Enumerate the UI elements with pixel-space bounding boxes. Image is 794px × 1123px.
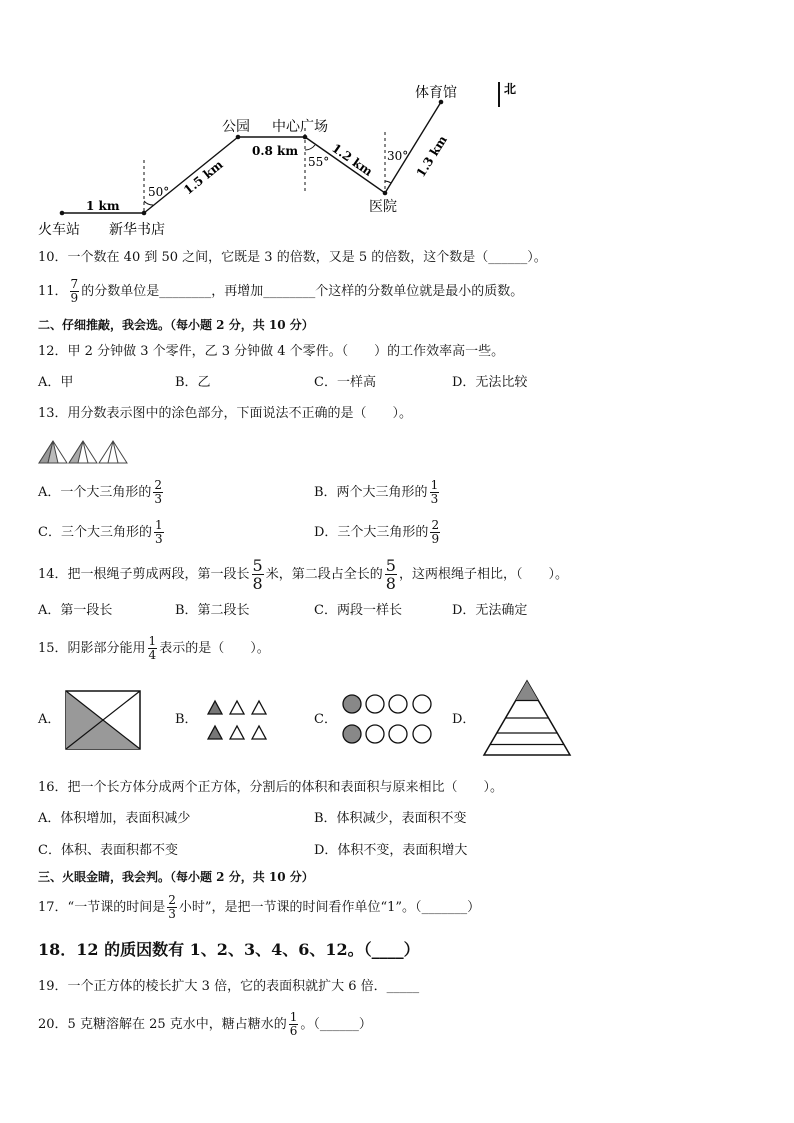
answer-blank[interactable]: ______ <box>319 1017 359 1032</box>
option-a[interactable]: A． <box>38 712 61 727</box>
distance-label: 1.2 km <box>329 140 376 179</box>
pyramid-figure <box>481 678 573 758</box>
north-label: 北 <box>504 82 517 96</box>
option-b[interactable]: B．乙 <box>175 375 211 390</box>
option-c[interactable] <box>38 518 166 548</box>
question-text: ，这两根绳子相比，（ ）。 <box>398 567 568 582</box>
option-c[interactable]: C．一样高 <box>314 375 376 390</box>
question-text: 10．一个数在 40 到 50 之间，它既是 3 的倍数，又是 5 的倍数，这个数是（ <box>38 250 489 265</box>
fraction: $\frac{2}{3}$ <box>154 478 163 506</box>
option-d[interactable]: D． <box>452 712 476 727</box>
answer-blank[interactable]: _____ <box>386 979 420 994</box>
question-10 <box>38 249 547 267</box>
question-20 <box>38 1010 372 1040</box>
option-d[interactable]: D．无法确定 <box>452 603 528 618</box>
point-station <box>60 211 65 216</box>
question-text: 19．一个正方体的棱长扩大 3 倍，它的表面积就扩大 6 倍． <box>38 979 387 994</box>
option-label: B．两个大三角形的 <box>314 485 428 500</box>
question-11 <box>38 277 523 307</box>
angle-arc <box>305 145 315 150</box>
circles-figure <box>340 692 438 748</box>
fraction: $\frac{2}{3}$ <box>168 893 176 921</box>
fraction: $\frac{1}{4}$ <box>148 634 157 662</box>
question-19 <box>38 978 419 996</box>
angle-arc <box>144 201 153 205</box>
answer-blank[interactable]: ________ <box>159 284 212 299</box>
fraction: $\frac{5}{8}$ <box>252 556 263 593</box>
question-text: 15．阴影部分能用 <box>38 641 146 656</box>
distance-label: 1.3 km <box>413 133 450 180</box>
question-text: 的分数单位是 <box>81 284 160 299</box>
fraction: $\frac{7}{9}$ <box>70 277 79 305</box>
place-gym: 体育馆 <box>415 85 457 101</box>
question-12: 12．甲 2 分钟做 3 个零件，乙 3 分钟做 4 个零件。（ ）的工作效率高一些。 <box>38 344 505 359</box>
fraction: $\frac{1}{3}$ <box>430 478 439 506</box>
option-a[interactable] <box>38 478 165 508</box>
answer-blank[interactable]: _______ <box>421 900 468 915</box>
option-c[interactable]: C．体积、表面积都不变 <box>38 843 178 858</box>
option-b[interactable]: B．第二段长 <box>175 603 250 618</box>
place-hospital: 医院 <box>369 199 397 215</box>
question-17 <box>38 893 480 923</box>
angle-label: 55° <box>308 155 330 169</box>
point-hospital <box>383 191 388 196</box>
option-label: C．三个大三角形的 <box>38 525 152 540</box>
answer-blank[interactable]: ______ <box>488 250 528 265</box>
option-a[interactable]: A．第一段长 <box>38 603 113 618</box>
question-13: 13．用分数表示图中的涂色部分，下面说法不正确的是（ ）。 <box>38 406 413 421</box>
question-15 <box>38 634 270 664</box>
point-bookstore <box>142 211 147 216</box>
point-park <box>236 135 241 140</box>
question-text: 14．把一根绳子剪成两段，第一段长 <box>38 567 250 582</box>
route-segment <box>144 137 238 213</box>
place-bookstore: 新华书店 <box>109 222 165 238</box>
option-a[interactable]: A．体积增加，表面积减少 <box>38 811 191 826</box>
question-text: 米，第二段占全长的 <box>265 567 383 582</box>
angle-label: 30° <box>387 149 409 163</box>
option-label: D．三个大三角形的 <box>314 525 429 540</box>
question-text: 18．12 的质因数有 1、2、3、4、6、12。（ <box>38 940 372 959</box>
question-text: 17．“一节课的时间是 <box>38 900 166 915</box>
rectangle-figure <box>65 690 141 750</box>
place-plaza: 中心广场 <box>272 119 328 135</box>
fraction: $\frac{5}{8}$ <box>385 556 396 593</box>
answer-blank[interactable]: ____ <box>371 940 404 959</box>
question-text: 。（ <box>300 1017 320 1032</box>
question-text-end: ）。 <box>527 250 547 265</box>
fraction: $\frac{1}{6}$ <box>289 1010 298 1038</box>
distance-label: 0.8 km <box>252 144 299 158</box>
route-map <box>0 0 794 250</box>
question-16: 16．把一个长方体分成两个正方体，分割后的体积和表面积与原来相比（ ）。 <box>38 780 504 795</box>
option-b[interactable]: B．体积减少，表面积不变 <box>314 811 467 826</box>
question-text-end: ） <box>467 900 481 915</box>
option-d[interactable] <box>314 518 442 548</box>
question-text-end: ） <box>403 940 420 959</box>
distance-label: 1 km <box>86 199 120 213</box>
option-d[interactable]: D．无法比较 <box>452 375 528 390</box>
question-text: 个这样的分数单位就是最小的质数。 <box>315 284 524 299</box>
section-heading-2: 二、仔细推敲，我会选。（每小题 2 分，共 10 分） <box>38 318 314 332</box>
angle-arc <box>385 181 391 183</box>
option-b[interactable] <box>314 478 441 508</box>
place-park: 公园 <box>222 119 250 135</box>
question-text: 小时”，是把一节课的时间看作单位“1”。（ <box>178 900 422 915</box>
question-14 <box>38 557 568 593</box>
option-d[interactable]: D．体积不变，表面积增大 <box>314 843 468 858</box>
place-station: 火车站 <box>38 222 80 238</box>
question-number: 11． <box>38 284 68 299</box>
small-triangles-figure <box>204 697 274 743</box>
section-heading-3: 三、火眼金睛，我会判。（每小题 2 分，共 10 分） <box>38 870 314 884</box>
question-text: 表示的是（ ）。 <box>159 641 270 656</box>
triangles-figure <box>38 439 128 465</box>
option-b[interactable]: B． <box>175 712 198 727</box>
fraction: $\frac{2}{9}$ <box>431 518 440 546</box>
option-a[interactable]: A．甲 <box>38 375 74 390</box>
option-c[interactable]: C．两段一样长 <box>314 603 402 618</box>
option-label: A．一个大三角形的 <box>38 485 152 500</box>
angle-label: 50° <box>148 185 170 199</box>
question-text: ，再增加 <box>211 284 264 299</box>
fraction: $\frac{1}{3}$ <box>154 518 163 546</box>
question-text: 20．5 克糖溶解在 25 克水中，糖占糖水的 <box>38 1017 287 1032</box>
question-18 <box>38 939 420 961</box>
answer-blank[interactable]: ________ <box>263 284 316 299</box>
point-plaza <box>303 135 308 140</box>
distance-label: 1.5 km <box>181 157 226 198</box>
option-c[interactable]: C． <box>314 712 337 727</box>
question-text-end: ） <box>358 1017 372 1032</box>
